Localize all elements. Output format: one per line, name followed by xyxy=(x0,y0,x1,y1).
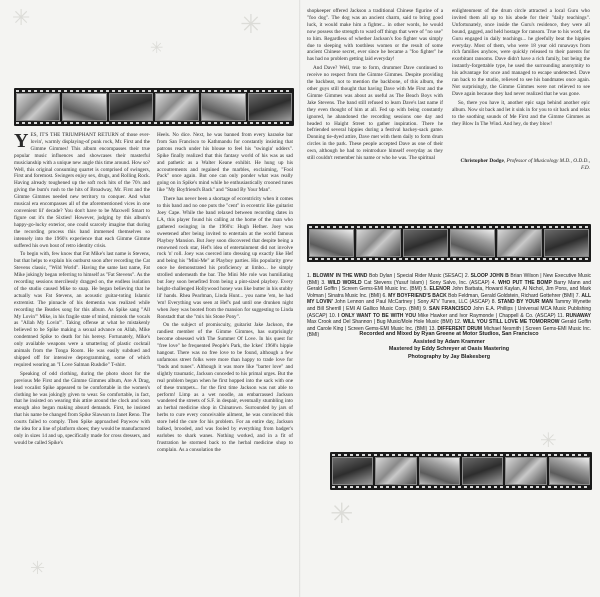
essay-paragraph: enlightenment of the drum circle attracted a local Guru who invited them all up to his abode for their "daily teachings". Unfortunately, once inside the Guru's residence, they were all bound, gagged, and held hostage for ransom. True to his word, the Guru engaged in daily teachings... he gleefully beat the hippies everyday. Most of them, who were 18 year old runaways from rich families anyhow, were quickly released to their parents for exorbitant ransoms. Dave didn't have a rich family, but being the instantly-forgettable type, he used the surrounding anonymity to his advantage for once and managed to escape undetected. Dave ran back to the studio, relieved to see his bandmates once again. Not surprisingly, the Gimme Gimmes were not relieved to see Dave again because they had never realized that he was gone. xyxy=(452,8,590,97)
starburst-icon: ✳ xyxy=(30,558,46,579)
track-item: 2. SLOOP JOHN B Brian Wilson | New Executive Music (BMI) xyxy=(307,273,592,286)
essay-paragraph: ES, IT'S THE TRIUMPHANT RETURN of those ever-lovin', warmly displaying-of punk rock, Mr. First and the Gimme Gimmes! This album encompasses their true popular music influences and showcases their masterful musicianship with a unique new angle this time around. How so? Well, this original consuming quartet is comprised of swingers, First and foremost. Swingers enjoy sex, drugs, and Rolling Rock. Having already toughened up the soft rock hits of the 70's and giving the bum's rush to the hits of Broadway, Mr. First and the Gimme Gimmes needed new territory to conquer. And what musical era encompasses all of the aforementioned vices in one convenient lil' decade? You don't have to be Maxwell Smart to figure out it's the Sixties! However, judging by this album's happy-go-lucky exterior, one could scarcely imagine that during the recording process this band immersed themselves so intensely into the 1960's experience that each Gimme Gimme suffered his own bout of retro identity crisis. xyxy=(14,132,150,249)
track-list xyxy=(307,273,591,339)
film-strip-top xyxy=(14,88,294,126)
track-item: 13. DIFFERENT DRUM Michael Nesmith | Screen Gems-EMI Music Inc. (BMI) xyxy=(307,325,592,339)
essay-paragraph: shopkeeper offered Jackson a traditional Chinese figurine of a "foo dog". The dog was an ancient charm, said to bring good luck, it would make him a fighter... in other words, he would now possess the strength to ward off things that were of "no use" to him. Regardless of whether Jackson's foo fighter was simply due to sleeping with toothless women or the result of some ancient Chinese secret, ever since he became a "foo fighter" he has had no problem getting laid everyday! xyxy=(307,8,443,63)
credit-line: Assisted by Adam Krammer xyxy=(413,338,485,345)
film-frame xyxy=(62,93,106,121)
author-name: Christopher Dodge xyxy=(460,158,504,164)
credit-line: Photography by Jay Blakesberg xyxy=(407,353,491,360)
drop-cap: Y xyxy=(14,130,29,152)
track-item: 9. SAN FRANCISCO John E.A. Phillips | Universal MCA Music Publishing (ASCAP) xyxy=(307,305,592,319)
track-item: 3. WILD WORLD Cat Stevens (Yusuf Islam) | Sony Salvo, Inc. (ASCAP) xyxy=(321,279,490,286)
essay-column-4 xyxy=(452,8,590,129)
essay-paragraph: So, there you have it, another epic saga behind another epic album. Now sit back and let it sink in for you to sit back and relax to the soothing sounds of Me First and the Gimme Gimmes as they Blow In The Wind. And hey, do they blow! xyxy=(452,99,590,127)
track-item: 12. WILL YOU STILL LOVE ME TOMORROW Gerald Goffin and Carole King | Screen Gems-EMI Music Inc. (BMI) xyxy=(307,319,591,332)
film-frame xyxy=(505,457,546,485)
essay-paragraph: There has never been a shortage of eccentricity when it comes to this band and no one puts the "cent" in eccentric like guitarist Joey Cape. While the band relaxed between recording dates in LA, this player found his calling at the home of the man who gathered swinging in the 1960's: Hugh Hefner. Joey was sweetened after being invited to entertain at the world famous Playboy Mansion. But Joey soon discovered that despite being a renowned rock star, Hef's idea of entertainment did not involve rock 'n' roll. Joey was coerced into dressing up exactly like Hef and being his "Mini-Me" at Playboy parties. His popularity grew once he demonstrated his proficiency at limbo... he simply strolled underneath the bar. The Mini Me role was humiliating but Joey soon benefited from being a pint-sized playboy. Every height-challenged Hollywood honey was like butter in his stubby lil' hands. Rhea Pearlman, Linda Hunt... you name 'em, he had 'em! Everything was seen at Hef's pad until one drunken night when Joey was booted from the mansion for suggesting to Linda Ronstadt that she "mix his Stone Pony". xyxy=(157,196,293,320)
film-frame xyxy=(462,457,503,485)
track-item: 5. ELENOR John Barbata, Howard Kaylan, Al Nichol, Jim Pons, and Mark Volman | Sinatra Music Inc. (BMI) xyxy=(307,286,591,299)
credit-line: Mastered by Eddy Schreyer at Oasis Mastering xyxy=(388,346,510,353)
film-frame xyxy=(201,93,245,121)
track-item: 4. WHO PUT THE BOMP Barry Mann and Gerald Goffin | Screen Gems-EMI Music Inc. (BMI) xyxy=(307,279,592,293)
film-frame xyxy=(544,229,589,257)
credit-line: Recorded and Mixed by Ryan Greene at Motor Studios, San Francisco xyxy=(359,331,539,337)
essay-column-1 xyxy=(14,132,150,449)
track-item: 11. RUNAWAY Max Crook and Del Shannon | Bug Music/Mole Hole Music (BMI) xyxy=(307,312,591,326)
author-title: Professor of Musicology M.D., O.D.D., F.D. xyxy=(506,158,590,171)
essay-column-3 xyxy=(307,8,443,164)
production-credits xyxy=(307,331,591,361)
starburst-icon: ✳ xyxy=(330,497,354,530)
film-frame xyxy=(375,457,416,485)
signature-block: Christopher Dodge, Professor of Musicology M.D., O.D.D., F.D. xyxy=(460,158,590,171)
film-frame xyxy=(403,229,448,257)
film-frame xyxy=(356,229,401,257)
film-frame xyxy=(309,229,354,257)
film-frame xyxy=(419,457,460,485)
film-frame xyxy=(155,93,199,121)
essay-paragraph: On the subject of promiscuity, guitarist Jake Jackson, the randiest member of the Gimme Gimmes, has surprisingly become obsessed with The Summer Of Love. In his quest for "free love" he frequented People's Park, the Ickes' 1968's hippie hangout. There was no free love to be found, although a few unfamous street folks were more than happy to trade love for "buds and tunes". Although it was more like "barter love" and slightly traumatic, Jackson conceded to his primal urges. But the real problem began when he first hopped into the sack with one of these trumpets... for the first time Jackson was not able to perform! Limp as a wet noodle, an embarrassed Jackson wandered the streets of S.F. in despair, eventually stumbling into an herbal medicine shop in Chinatown. Surrounded by jars of herbs to cure every conceivable ailment, he was convinced this store held the cure for his problem. For an entire day, Jackson balked, brooded, and was fooled by everything from badger's earlobes to shark wanes. Nothing worked, and in a fit of frustration he stormed back to the herbal medicine shop to complain. As a consolation the xyxy=(157,322,293,453)
starburst-icon: ✳ xyxy=(540,428,557,452)
essay-paragraph: To begin with, few know that Fat Mike's last name is Stevens, but that helps to explain his outburst soon after recording the Cat Stevens classic, "Wild World". Having the same last name, Fat Mike jokingly began referring to himself as "Fat Stevens". As the recording sessions mercilessly dragged on, the endless isolation of the studio caused Mike to snap. He began believing that he actually was Fat Stevens, an acoustic guitar-toting Islamic extremist. The pinnacle of his dementia was realized while recording the Beatles song for this album. As Spike sang "All My Lovin'" Mike, in his fragile state of mind, mistook the vocals as "Allah My Lovin'". Taking offense at what he mistakenly believed to be Spike making a sexual advance on Allah, Mike condemned Spike to death for his heresy. Fortunately, Mike's only available weapons were a smattering of plastic cocktail animals from the Tonga Room. He was easily subdued and shipped off for intensive deprogramming, some of which required wearing an "I Love Salman Rushdie" T-shirt. xyxy=(14,251,150,368)
film-strip-bottom xyxy=(330,452,592,490)
film-frame xyxy=(109,93,153,121)
film-frame xyxy=(450,229,495,257)
starburst-icon: ✳ xyxy=(240,10,262,40)
film-strip-middle xyxy=(307,224,591,262)
essay-column-2 xyxy=(157,132,293,456)
starburst-icon: ✳ xyxy=(12,6,31,31)
film-frame xyxy=(497,229,542,257)
center-fold xyxy=(299,0,301,597)
essay-paragraph: And Dave? Well, true to form, drummer Dave continued to receive no respect from the Gimme Gimmes. Despite providing the backbeat, not to mention the backbone, of this album, the other guys still thought that having Dave with Me First and the Gimme Gimmes was about as useful as The Beach Boys with Jake Stevens. The band still refused to learn Dave's last name if they even thought of him at all. Fed up with being constantly ignored, he abandoned the recording sessions one day and headed to Haight Street to gather inspiration. There he befriended several hippies during a festival hackey-sack game. Donning tie-dyed attire, Dave met with them daily to form drum circles in the park. These people accepted Dave as one of their own, although he had to reintroduce himself everyday as they still couldn't remember his name or who he was. The spiritual xyxy=(307,65,443,162)
film-frame xyxy=(549,457,590,485)
film-frame xyxy=(16,93,60,121)
track-item: 1. BLOWIN' IN THE WIND Bob Dylan | Special Rider Music (SESAC) xyxy=(307,273,464,279)
track-item: 7. ALL MY LOVIN' John Lennon and Paul McCartney | Sony ATV Tunes, LLC (ASCAP) xyxy=(307,292,592,306)
film-frame xyxy=(248,93,292,121)
film-frame xyxy=(332,457,373,485)
track-item: 8. STAND BY YOUR MAN Tammy Wynette and Bill Sherrill | EMI Al Gallico Music Corp. (BMI) xyxy=(307,299,591,312)
essay-paragraph: Heels. No dice. Next, he was banned from every karaoke bar from San Francisco to Kathmandu for constantly insisting that patrons reach under his blouse to feel his "swingin' udders". Spike finally realized that this fantasy world of his was as sad and pathetic as a Walter Keane exhibit. He hung up his accoutrements and regained the marbles, exclaiming, "Fool Pack" once again. But one can only ponder what was really going on in Spike's mind while he enthusiastically crooned tunes like "My Boyfriend's Back" and "Stand By Your Man". xyxy=(157,132,293,194)
track-item: 6. MY BOYFRIEND'S BACK Bob Feldman, Gerald Goldstein, Richard Gottehrer (BMI) xyxy=(382,292,575,299)
essay-paragraph: Speaking of odd clothing, during the photo shoot for the previous Me First and the Gimme Gimmes album, Are A Drag, lead vocalist Spike appeared to be comfortable in the women's clothing he was jokingly given to wear. So comfortable, in fact, that he insisted on wearing this attire around the clock and soon enough also began making absurd demands. First, he insisted that his name be changed from Spike Slawson to Janet Reno. The courts failed to comply. Then Spike approached Paywow with the idea for a line of platform shoes; they would be manufactured only in sizes 14 and up, specifically made for cross dressers, and would be called Spike's xyxy=(14,370,150,446)
track-item: 10. I ONLY WANT TO BE WITH YOU Mike Hawker and Ivor Raymonde | Chappell & Co. (ASCAP) xyxy=(329,312,556,319)
starburst-icon: ✳ xyxy=(150,38,164,57)
